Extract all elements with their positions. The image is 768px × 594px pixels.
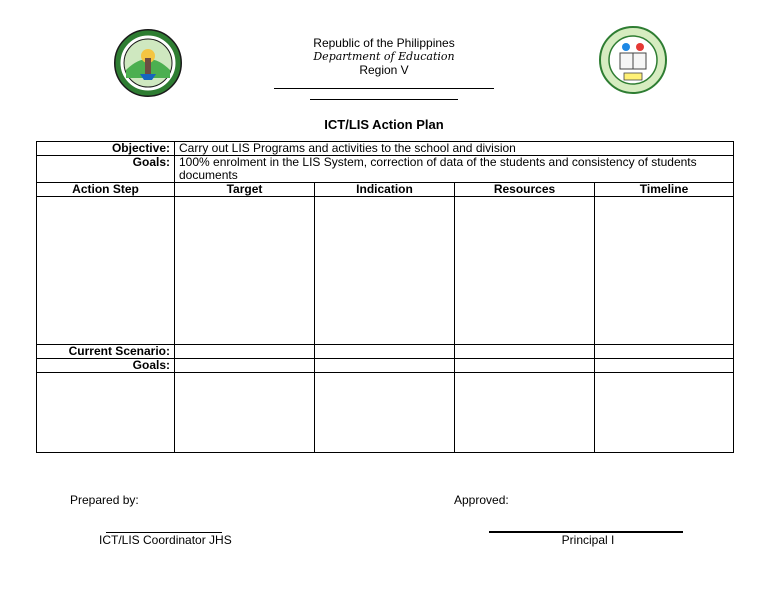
goals-label: Goals: [37, 156, 175, 183]
current-scenario-label: Current Scenario: [37, 345, 175, 359]
cell-goals2-timeline[interactable] [595, 359, 734, 373]
goals2-row [37, 359, 734, 373]
page-title: ICT/LIS Action Plan [324, 117, 444, 132]
goals-row [37, 156, 734, 183]
prepared-role: ICT/LIS Coordinator JHS [99, 533, 232, 547]
action-plan-table [36, 141, 734, 453]
approved-label: Approved: [454, 493, 509, 507]
prepared-by-label: Prepared by: [70, 493, 139, 507]
cell-goals2-detail-5[interactable] [595, 373, 734, 453]
cell-goals2-detail-1[interactable] [37, 373, 175, 453]
action-step-row [37, 197, 734, 345]
header-rule-1 [274, 88, 494, 89]
goals-value: 100% enrolment in the LIS System, correction of data of the students and consistency of students documents [175, 156, 734, 183]
cell-scenario-resources[interactable] [455, 345, 595, 359]
cell-goals2-indication[interactable] [315, 359, 455, 373]
column-header-action-step: Action Step [37, 183, 175, 197]
cell-target[interactable] [175, 197, 315, 345]
school-seal-icon [596, 25, 670, 95]
header-region: Region V [359, 63, 409, 77]
column-header-row [37, 183, 734, 197]
objective-value: Carry out LIS Programs and activities to the school and division [175, 142, 734, 156]
cell-scenario-target[interactable] [175, 345, 315, 359]
goals2-detail-row [37, 373, 734, 453]
cell-resources[interactable] [455, 197, 595, 345]
objective-row [37, 142, 734, 156]
cell-goals2-resources[interactable] [455, 359, 595, 373]
cell-action-step[interactable] [37, 197, 175, 345]
column-header-target: Target [175, 183, 315, 197]
cell-scenario-indication[interactable] [315, 345, 455, 359]
cell-indication[interactable] [315, 197, 455, 345]
column-header-resources: Resources [455, 183, 595, 197]
current-scenario-row [37, 345, 734, 359]
cell-scenario-timeline[interactable] [595, 345, 734, 359]
column-header-indication: Indication [315, 183, 455, 197]
objective-label: Objective: [37, 142, 175, 156]
cell-goals2-detail-4[interactable] [455, 373, 595, 453]
header-department: Department of Education [313, 50, 455, 63]
cell-goals2-target[interactable] [175, 359, 315, 373]
header-republic: Republic of the Philippines [313, 36, 455, 50]
column-header-timeline: Timeline [595, 183, 734, 197]
cell-goals2-detail-2[interactable] [175, 373, 315, 453]
goals2-label: Goals: [37, 359, 175, 373]
cell-timeline[interactable] [595, 197, 734, 345]
header-rule-2 [310, 99, 458, 100]
approved-role: Principal I [561, 533, 615, 547]
deped-seal-icon [112, 28, 184, 98]
cell-goals2-detail-3[interactable] [315, 373, 455, 453]
